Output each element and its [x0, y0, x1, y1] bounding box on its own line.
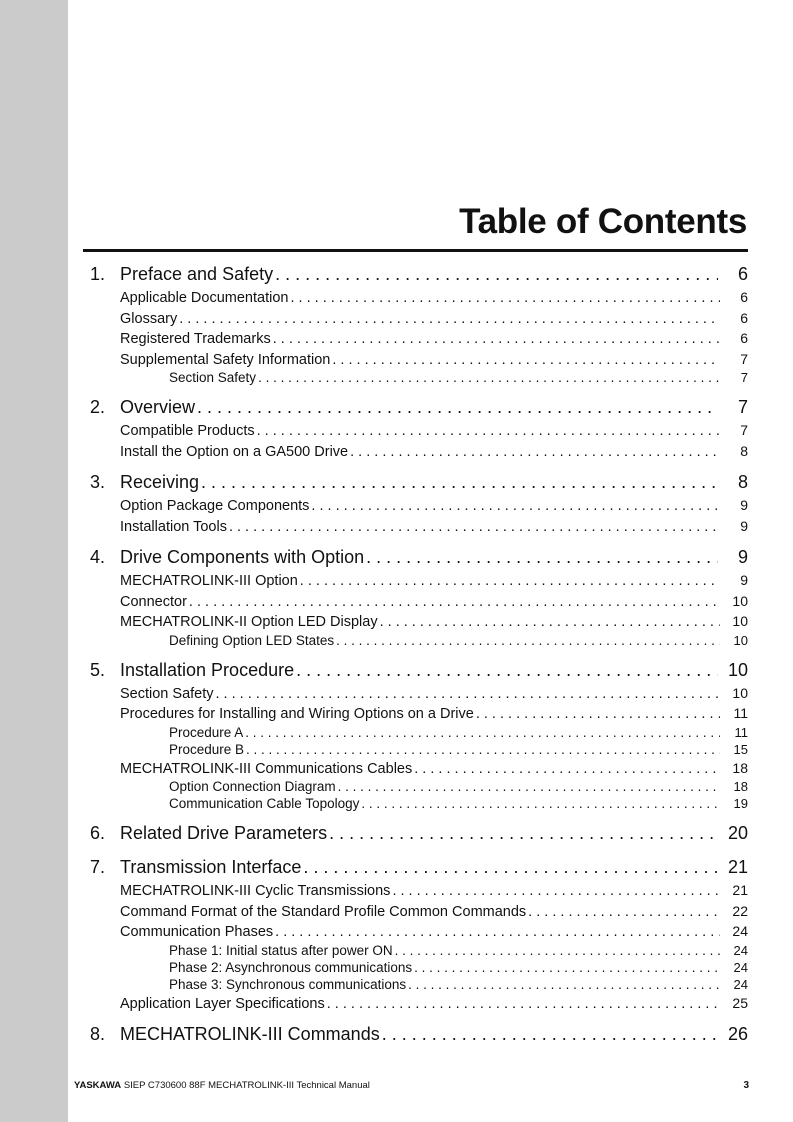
toc-entry-title: Applicable Documentation	[120, 290, 289, 306]
toc-leader-dots	[311, 496, 720, 516]
toc-entry-title: Receiving	[120, 472, 200, 492]
toc-leader-dots	[336, 632, 720, 649]
toc-entry-title: Application Layer Specifications	[120, 995, 325, 1012]
toc-page-number: 11	[733, 705, 748, 721]
toc-page-number: 21	[727, 857, 748, 877]
toc-entry-title: Section Safety	[120, 685, 214, 702]
toc-section-number: 4.	[90, 547, 106, 567]
toc-leader-dots	[229, 517, 720, 537]
toc-page-number: 22	[732, 902, 748, 919]
toc-entry-title: Preface and Safety	[120, 264, 274, 284]
footer-doc-info	[74, 1080, 370, 1091]
toc-page-number: 15	[733, 741, 748, 757]
toc-page-number: 6	[740, 309, 748, 326]
toc-section-number: 5.	[90, 659, 106, 680]
toc-page-number: 6	[740, 330, 748, 346]
toc-entry-title: MECHATROLINK-III Option	[120, 573, 298, 589]
toc-section-number: 2.	[90, 397, 106, 417]
toc-entry-title: Related Drive Parameters	[120, 823, 328, 843]
toc-page-number: 24	[733, 976, 748, 992]
toc-leader-dots	[476, 704, 720, 724]
toc-subsection[interactable]	[90, 880, 748, 901]
toc-leader-dots	[414, 959, 720, 976]
toc-leader-dots	[366, 545, 718, 570]
toc-page-number: 10	[733, 632, 748, 648]
toc-entry-title: Procedure B	[169, 741, 245, 757]
toc-subsection[interactable]	[90, 683, 748, 704]
toc-page-number: 8	[740, 442, 748, 459]
toc-section[interactable]	[90, 658, 748, 683]
toc-subsection[interactable]	[90, 703, 748, 724]
toc-page-number: 11	[734, 724, 748, 740]
toc-subsection[interactable]	[90, 441, 748, 462]
toc-subsubsection[interactable]	[90, 942, 748, 959]
toc-leader-dots	[275, 922, 720, 942]
toc-subsection[interactable]	[90, 287, 748, 308]
footer-page-number: 3	[743, 1080, 749, 1091]
toc-entry-title: Command Format of the Standard Profile Common Commands	[120, 903, 527, 920]
toc-leader-dots	[296, 658, 718, 683]
toc-page-number: 7	[740, 350, 748, 367]
toc-page-number: 26	[727, 1024, 748, 1044]
toc-entry-title: Procedure A	[169, 724, 244, 740]
toc-leader-dots	[290, 288, 720, 308]
toc-entry-title: Phase 3: Synchronous communications	[169, 976, 407, 992]
toc-page-number: 9	[737, 547, 748, 567]
toc-entry-title: Communication Phases	[120, 924, 274, 940]
toc-entry-title: Drive Components with Option	[120, 547, 365, 567]
toc-subsection[interactable]	[90, 308, 748, 329]
toc-leader-dots	[395, 942, 720, 959]
toc-entry-title: Install the Option on a GA500 Drive	[120, 443, 349, 460]
toc-entry-title: Installation Tools	[120, 518, 227, 535]
toc-page-number: 6	[737, 264, 748, 284]
toc-entry-title: Connector	[120, 593, 187, 610]
toc-section-number: 6.	[90, 823, 106, 843]
toc-entry-title: Registered Trademarks	[120, 331, 271, 347]
toc-subsection[interactable]	[90, 420, 748, 441]
toc-page-number: 7	[740, 422, 748, 438]
toc-page-number: 10	[732, 684, 748, 701]
toc-entry-title: Compatible Products	[120, 423, 255, 439]
toc-page-number: 10	[732, 613, 748, 629]
toc-leader-dots	[528, 902, 720, 922]
toc-leader-dots	[201, 470, 718, 495]
toc-entry-title: Procedures for Installing and Wiring Options on a Drive	[120, 706, 474, 722]
toc-page-number: 24	[732, 923, 748, 939]
toc-section-number: 7.	[90, 857, 106, 877]
toc-leader-dots	[408, 976, 720, 993]
toc-leader-dots	[300, 571, 720, 591]
toc-leader-dots	[350, 442, 720, 462]
toc-leader-dots	[338, 778, 720, 795]
toc-subsection[interactable]	[90, 349, 748, 370]
toc-leader-dots	[179, 309, 720, 329]
toc-entry-title: MECHATROLINK-II Option LED Display	[120, 614, 378, 630]
toc-leader-dots	[189, 592, 720, 612]
toc-leader-dots	[329, 821, 718, 846]
toc-entry-title: MECHATROLINK-III Cyclic Transmissions	[120, 883, 391, 899]
toc-entry-title: Glossary	[120, 310, 178, 327]
toc-leader-dots	[361, 795, 720, 812]
title-rule	[83, 249, 748, 252]
toc-leader-dots	[332, 350, 720, 370]
toc-subsection[interactable]	[90, 921, 748, 942]
toc-entry-title: MECHATROLINK-III Communications Cables	[120, 760, 413, 777]
toc-page-number: 25	[732, 994, 748, 1011]
toc-page-number: 20	[727, 823, 748, 843]
side-bar	[0, 0, 68, 1122]
toc-leader-dots	[392, 881, 720, 901]
toc-entry-title: Installation Procedure	[120, 659, 295, 680]
toc-subsubsection[interactable]	[90, 795, 748, 812]
toc-entry-title: Phase 2: Asynchronous communications	[169, 959, 413, 975]
toc-leader-dots	[246, 741, 720, 758]
toc-subsubsection[interactable]	[90, 959, 748, 976]
toc-entry-title: Option Package Components	[120, 498, 310, 514]
toc-section-number: 3.	[90, 472, 106, 492]
page-title: Table of Contents	[459, 202, 747, 241]
toc-list	[90, 256, 748, 1047]
toc-leader-dots	[257, 421, 720, 441]
toc-entry-title: Transmission Interface	[120, 857, 302, 877]
footer	[74, 1080, 749, 1091]
toc-section[interactable]	[90, 1022, 748, 1047]
toc-leader-dots	[258, 369, 720, 386]
toc-entry-title: Defining Option LED States	[169, 632, 335, 648]
toc-page-number: 9	[740, 572, 748, 588]
toc-subsection[interactable]	[90, 516, 748, 537]
toc-subsection[interactable]	[90, 495, 748, 516]
footer-doc-title: SIEP C730600 88F MECHATROLINK-III Technical Manual	[123, 1080, 370, 1091]
toc-leader-dots	[327, 994, 720, 1014]
toc-leader-dots	[382, 1022, 718, 1047]
toc-subsubsection[interactable]	[90, 741, 748, 758]
toc-subsubsection[interactable]	[90, 778, 748, 795]
toc-page-number: 18	[732, 759, 748, 776]
toc-section[interactable]	[90, 395, 748, 420]
toc-leader-dots	[216, 684, 721, 704]
toc-section-number: 8.	[90, 1024, 106, 1044]
toc-page-number: 6	[740, 289, 748, 305]
toc-subsection[interactable]	[90, 611, 748, 632]
toc-leader-dots	[197, 395, 718, 420]
toc-subsection[interactable]	[90, 993, 748, 1014]
toc-page-number: 10	[732, 592, 748, 609]
toc-section[interactable]	[90, 855, 748, 880]
toc-page-number: 8	[737, 472, 748, 492]
toc-section[interactable]	[90, 262, 748, 287]
toc-subsection[interactable]	[90, 570, 748, 591]
toc-page-number: 7	[737, 397, 748, 417]
toc-page-number: 24	[733, 942, 748, 958]
toc-subsection[interactable]	[90, 901, 748, 922]
toc-section[interactable]	[90, 821, 748, 846]
toc-section[interactable]	[90, 470, 748, 495]
toc-leader-dots	[380, 612, 720, 632]
footer-brand: YASKAWA	[74, 1080, 122, 1091]
toc-entry-title: Phase 1: Initial status after power ON	[169, 942, 393, 958]
toc-subsection[interactable]	[90, 328, 748, 349]
toc-entry-title: Supplemental Safety Information	[120, 351, 331, 368]
toc-page-number: 10	[727, 659, 748, 680]
toc-leader-dots	[273, 329, 720, 349]
toc-entry-title: Option Connection Diagram	[169, 779, 336, 794]
toc-page-number: 24	[733, 959, 748, 975]
toc-subsubsection[interactable]	[90, 632, 748, 649]
toc-page-number: 9	[740, 497, 748, 513]
toc-subsubsection[interactable]	[90, 369, 748, 386]
toc-leader-dots	[414, 759, 720, 779]
toc-subsection[interactable]	[90, 591, 748, 612]
toc-page-number: 19	[733, 796, 748, 811]
toc-entry-title: Section Safety	[169, 370, 257, 385]
toc-page-number: 21	[732, 882, 748, 898]
toc-subsection[interactable]	[90, 758, 748, 779]
toc-section-number: 1.	[90, 264, 106, 284]
toc-entry-title: MECHATROLINK-III Commands	[120, 1024, 380, 1044]
toc-entry-title: Communication Cable Topology	[169, 796, 360, 811]
toc-page-number: 7	[740, 370, 748, 385]
toc-subsubsection[interactable]	[90, 724, 748, 741]
toc-leader-dots	[245, 724, 720, 741]
toc-page-number: 18	[733, 779, 748, 794]
toc-entry-title: Overview	[120, 397, 196, 417]
toc-leader-dots	[275, 262, 718, 287]
toc-page-number: 9	[740, 517, 748, 534]
toc-section[interactable]	[90, 545, 748, 570]
toc-subsubsection[interactable]	[90, 976, 748, 993]
toc-leader-dots	[303, 855, 718, 880]
